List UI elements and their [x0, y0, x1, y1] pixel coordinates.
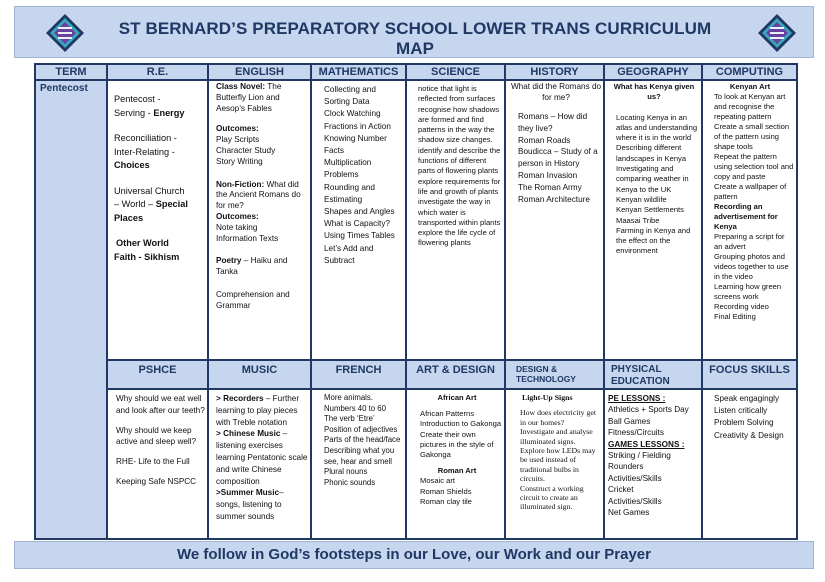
list-item: • Describing what you see, hear and smell [324, 446, 404, 467]
list-item: • Romans – How did they live? [518, 111, 602, 135]
art-list [412, 476, 502, 507]
list-item: • How does electricity get in our homes? [520, 408, 602, 427]
text-line [216, 393, 309, 428]
header-physical-education: PHYSICAL EDUCATION [605, 361, 701, 388]
list-item: • investigate the way in which water is transported within plants [418, 197, 503, 228]
list-item: • Knowing Number Facts [324, 133, 404, 157]
divider [36, 79, 796, 81]
list-item: • Mosaic art [420, 476, 502, 486]
computing-list [706, 92, 794, 202]
text-line: Choices [114, 160, 150, 170]
term-column [36, 80, 106, 538]
english-content [216, 82, 308, 358]
list-item: • Position of adjectives [324, 425, 404, 436]
geography-list [608, 113, 700, 257]
header-computing: COMPUTING [703, 65, 796, 79]
divider [701, 65, 703, 538]
header-art-design: ART & DESIGN [407, 361, 504, 388]
text-span: Special [155, 199, 188, 209]
list-item: • Roman clay tile [420, 497, 502, 507]
list-item: • recognise how shadows are formed and find patterns in the way the shadow size changes. [418, 105, 503, 146]
list-item: • Learning how green screens work [714, 282, 794, 302]
text-line: Outcomes: [216, 124, 259, 134]
text-line [216, 256, 308, 278]
art-heading: African Art [437, 393, 477, 402]
science-content [410, 84, 503, 358]
list-item: • Multiplication Problems [324, 157, 404, 181]
list-item: • Plural nouns [324, 467, 404, 478]
text-line [216, 180, 308, 212]
text-line: Character Study [216, 145, 276, 155]
re-content [114, 93, 204, 357]
divider [106, 388, 796, 390]
text-line: Why should we keep active and sleep well? [116, 425, 197, 447]
divider [405, 65, 407, 538]
text-line: Why should we eat well and look after our teeth? [116, 394, 205, 415]
list-item: • Problem Solving [714, 417, 794, 429]
header-music: MUSIC [209, 361, 310, 388]
list-item: • Numbers 40 to 60 [324, 404, 404, 415]
computing-content [706, 82, 794, 358]
header-geography: GEOGRAPHY [605, 65, 701, 79]
list-item: • Rounding and Estimating [324, 182, 404, 206]
text-line: Striking / Fielding [608, 451, 671, 461]
art-content [412, 393, 502, 538]
list-item: • Recording video [714, 302, 794, 312]
list-item: • Creativity & Design [714, 430, 794, 442]
header-design-technology: DESIGN & TECHNOLOGY [506, 361, 603, 388]
history-question: What did the Romans do for me? [510, 82, 602, 102]
list-item: • Create a wallpaper of pattern [714, 182, 794, 202]
geography-content [608, 82, 700, 358]
text-line: Inter-Relating - [114, 146, 175, 157]
list-item: • Phonic sounds [324, 478, 404, 489]
text-line [216, 428, 309, 487]
header-french: FRENCH [312, 361, 405, 388]
text-line: Fitness/Circuits [608, 428, 664, 438]
text-line: Information Texts [216, 233, 279, 243]
focus-content [706, 393, 794, 538]
text-line [216, 82, 308, 114]
curriculum-grid [34, 63, 798, 540]
list-item: • Collecting and Sorting Data [324, 84, 404, 108]
list-item: • Speak engagingly [714, 393, 794, 405]
list-item: • Preparing a script for an advert [714, 232, 794, 252]
list-item: • Grouping photos and videos together to use in the video [714, 252, 794, 282]
header-english: ENGLISH [209, 65, 310, 79]
list-item: • More animals. [324, 393, 404, 404]
list-item: • Boudicca – Study of a person in History [518, 146, 602, 170]
text-span: – Haiku and Tanka [216, 256, 288, 277]
text-line: Pentecost - [114, 94, 161, 104]
text-span: > [216, 394, 224, 403]
text-line: Story Writing [216, 156, 263, 166]
list-item: • African Patterns [420, 409, 502, 419]
dt-content [512, 393, 602, 538]
divider [504, 65, 506, 538]
text-span: Chinese Music [223, 429, 281, 439]
text-line [114, 107, 204, 121]
text-span: – Further learning to play pieces with Treble notation [216, 394, 300, 427]
list-item: • What is Capacity? [324, 218, 404, 230]
list-item: • Explore how LEDs may be used instead of traditional bulbs in circuits. [520, 446, 602, 484]
list-item: • Locating Kenya in an atlas and understanding where it is in the world [616, 113, 700, 144]
french-content [316, 393, 404, 538]
divider [310, 65, 312, 538]
list-item: • Using Times Tables [324, 230, 404, 242]
text-line: Ball Games [608, 416, 651, 426]
page-title: ST BERNARD’S PREPARATORY SCHOOL LOWER TRANS CURRICULUM MAP [118, 19, 712, 58]
pe-heading: GAMES LESSONS : [608, 439, 685, 449]
list-item: • Create a small section of the pattern using shape tools [714, 122, 794, 152]
music-content [216, 393, 309, 538]
text-line: Faith - Sikhism [114, 251, 180, 262]
text-line [216, 487, 309, 522]
text-span: – songs, listening to summer sounds [216, 488, 284, 521]
list-item: • Introduction to Gakonga [420, 419, 502, 429]
list-item: • Create their own pictures in the style of Gakonga [420, 430, 502, 461]
list-item: • Construct a working circuit to create an illuminated sign. [520, 484, 602, 512]
science-list [410, 84, 503, 249]
pshce-content [116, 393, 205, 538]
text-line: Places [114, 212, 144, 223]
computing-heading: Kenyan Art [729, 82, 771, 91]
header-mathematics: MATHEMATICS [312, 65, 405, 79]
school-crest-icon [45, 13, 85, 53]
text-line: Reconciliation - [114, 133, 177, 143]
list-item: • Investigate and analyse illuminated signs. [520, 427, 602, 446]
list-item: • identify and describe the functions of different parts of flowering plants [418, 146, 503, 177]
list-item: • The Roman Army [518, 182, 602, 194]
list-item: • Clock Watching [324, 108, 404, 120]
computing-heading: Recording an advertisement for Kenya [714, 202, 778, 231]
text-span: > [216, 488, 221, 498]
art-list [412, 409, 502, 460]
text-line: Universal Church [114, 185, 185, 196]
text-span: Summer Music [220, 488, 280, 498]
footer-motto: We follow in God’s footsteps in our Love, our Work and our Prayer [14, 541, 814, 569]
text-span: Class Novel: [216, 82, 266, 91]
text-line: Cricket [608, 485, 634, 495]
divider [106, 359, 796, 361]
geography-question: What has Kenya given us? [613, 82, 695, 102]
list-item: • Roman Roads [518, 135, 602, 147]
maths-list [316, 84, 404, 267]
text-line: Comprehension and Grammar [216, 289, 290, 310]
text-span: – World – [114, 199, 156, 209]
list-item: • Repeat the pattern using selection tool and copy and paste [714, 152, 794, 182]
history-content [510, 82, 602, 358]
text-line [114, 198, 204, 212]
list-item: • Describing different landscapes in Kenya [616, 143, 700, 164]
text-span: Serving - [114, 107, 154, 118]
divider [106, 65, 108, 538]
list-item: • explore requirements for life and growth of plants [418, 177, 503, 198]
list-item: • Kenyan Settlements [616, 205, 700, 215]
text-line: Activities/Skills [608, 473, 662, 483]
list-item: • Farming in Kenya and the effect on the environment [616, 226, 700, 257]
list-item: • Maasai Tribe [616, 216, 700, 226]
text-line: Play Scripts [216, 135, 260, 145]
header-pshce: PSHCE [108, 361, 207, 388]
pe-content [608, 393, 700, 538]
text-line: Athletics + Sports Day [608, 405, 689, 415]
text-span: Non-Fiction: [216, 179, 265, 189]
text-span: – listening exercises learning Pentatonic scale and write Chinese composition [216, 429, 308, 486]
focus-list [706, 393, 794, 442]
dt-list [512, 408, 602, 511]
text-line: Keeping Safe NSPCC [116, 476, 197, 486]
list-item: • Kenyan wildlife [616, 195, 700, 205]
text-line: Note taking [216, 222, 258, 232]
history-list [510, 111, 602, 205]
dt-heading: Light-Up Signs [522, 393, 573, 402]
header-history: HISTORY [506, 65, 603, 79]
text-line: Rounders [608, 462, 644, 472]
text-line: Activities/Skills [608, 496, 662, 506]
header-focus-skills: FOCUS SKILLS [703, 361, 796, 388]
text-line: Other World [116, 238, 169, 248]
list-item: • Roman Shields [420, 487, 502, 497]
list-item: • explore the life cycle of flowering plants [418, 228, 503, 249]
french-list [316, 393, 404, 488]
title-banner [14, 6, 814, 58]
text-span: Recorders [223, 394, 264, 403]
list-item: • notice that light is reflected from surfaces [418, 84, 503, 105]
list-item: • To look at Kenyan art and recognise the repeating pattern [714, 92, 794, 122]
text-span: The Butterfly Lion and Aesop’s Fables [216, 82, 282, 113]
term-value: Pentecost [40, 83, 88, 94]
divider [207, 65, 209, 538]
list-item: • The verb ‘Etre’ [324, 414, 404, 425]
computing-list [706, 232, 794, 322]
list-item: • Shapes and Angles [324, 206, 404, 218]
header-re: R.E. [108, 65, 207, 79]
list-item: • Listen critically [714, 405, 794, 417]
text-span: Energy [153, 107, 185, 118]
list-item: • Roman Architecture [518, 194, 602, 206]
list-item: • Parts of the head/face [324, 435, 404, 446]
text-span: What did the Ancient Romans do for me? [216, 179, 301, 211]
art-heading: Roman Art [437, 466, 477, 476]
text-line: Net Games [608, 508, 650, 518]
school-crest-icon [757, 13, 797, 53]
list-item: • Let’s Add and Subtract [324, 243, 404, 267]
text-line: Outcomes: [216, 211, 259, 221]
list-item: • Final Editing [714, 312, 794, 322]
list-item: • Fractions in Action [324, 121, 404, 133]
list-item: • Roman Invasion [518, 170, 602, 182]
text-span: > [216, 429, 224, 439]
header-science: SCIENCE [407, 65, 504, 79]
term-header: TERM [36, 65, 106, 79]
text-line: RHE- Life to the Full [116, 457, 190, 467]
list-item: • Investigating and comparing weather in Kenya to the UK [616, 164, 700, 195]
divider [603, 65, 605, 538]
maths-content [316, 84, 404, 358]
text-span: Poetry [216, 256, 242, 266]
pe-heading: PE LESSONS : [608, 394, 666, 403]
